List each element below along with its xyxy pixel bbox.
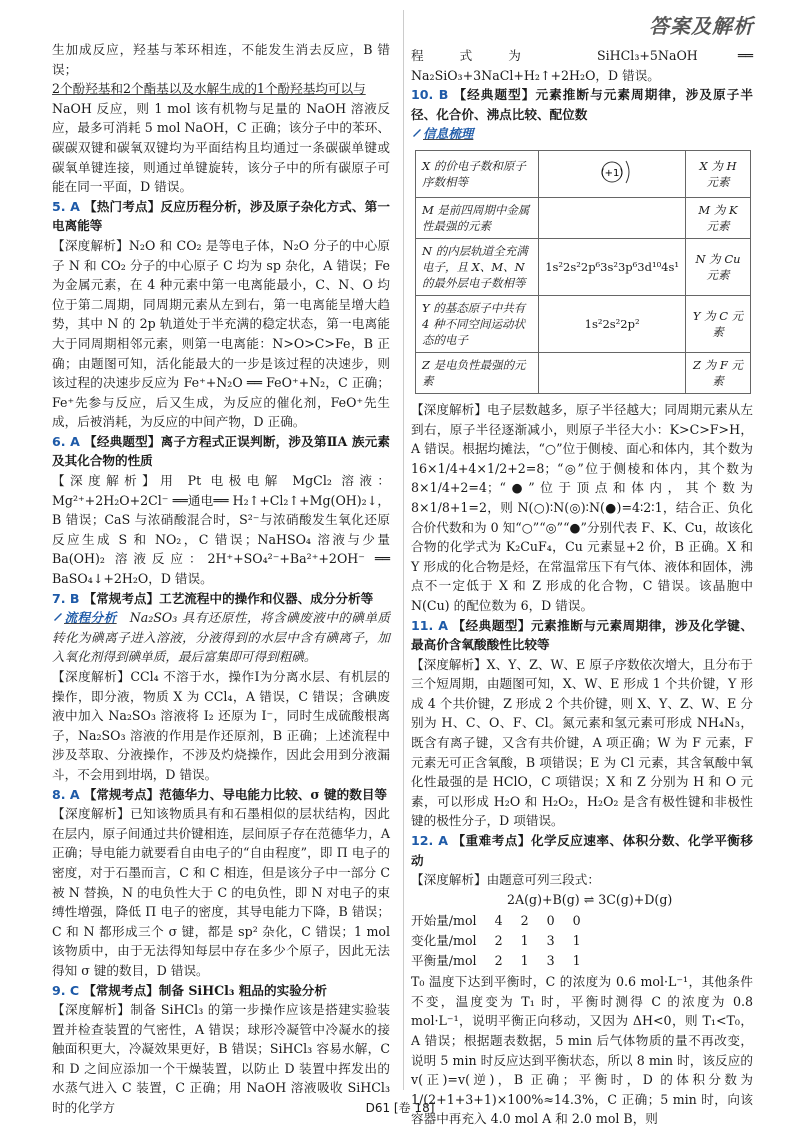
question-number: 5. A [52,198,80,214]
question-7 [52,589,390,609]
table-cell: Y 的基态原子中共有 4 种不同空间运动状态的电子 [416,295,539,352]
table-cell: M 是前四周期中金属性最强的元素 [416,197,539,238]
analysis-intro: 【深度解析】由题意可列三段式： [411,872,600,888]
table-cell: 0 [572,913,581,929]
question-tag: 【常规考点】制备 SiHCl₃ 粗品的实验分析 [83,982,327,998]
table-cell: 1 [520,933,529,948]
table-cell: Y 为 C 元素 [686,295,751,352]
table-row [416,150,751,197]
question-9 [52,981,390,1001]
table-cell [539,150,686,197]
question-number: 12. A [411,833,448,849]
table-cell: 2 [520,913,529,929]
question-number: 11. A [411,617,448,633]
atom-nucleus-label: (+1) [600,167,624,179]
equilibrium-equation: 2A(g)+B(g) ⇌ 3C(g)+D(g) [507,891,673,907]
table-cell: 1s²2s²2p² [539,295,686,352]
question-number: 6. A [52,433,80,449]
pen-icon [52,610,64,622]
table-row [416,352,751,393]
text-line: 生加成反应，羟基与苯环相连，不能发生消去反应，B 错误； [52,42,390,77]
question-tag: 【经典题型】元素推断与元素周期律，涉及原子半径、化合价、沸点比较、配位数 [411,87,753,122]
text-paragraph: NaOH 反应，则 1 mol 该有机物与足量的 NaOH 溶液反应，最多可消耗 5 mol NaOH，C 正确；该分子中的苯环、碳碳双键和碳氧双键均为平面结构且均通过一条碳碳单键或碳氧单键连接，则通过单键旋转，该分子中的所有碳原子可能在同一平面，D 错误。 [52,100,390,195]
table-row [411,951,599,971]
page-footer: D61 [卷 18] [365,1101,435,1115]
atom-diagram [582,155,642,189]
info-label: 信息梳理 [423,126,474,142]
table-row [416,197,751,238]
question-12 [411,831,753,870]
right-column [411,46,753,1129]
table-cell: M 为 K 元素 [686,197,751,238]
table-cell: 开始量/mol [411,913,477,929]
question-tag: 【热门考点】反应历程分析，涉及原子杂化方式、第一电离能等 [52,198,390,234]
table-cell: 2 [494,933,503,948]
table-cell: 平衡量/mol [411,952,477,968]
flow-analysis [52,608,390,667]
question-6 [52,432,390,471]
table-row [411,911,599,931]
table-cell: 1s²2s²2p⁶3s²3p⁶3d¹⁰4s¹ [539,238,686,295]
table-cell: 1 [572,952,581,968]
analysis-paragraph: T₀ 温度下达到平衡时，C 的浓度为 0.6 mol·L⁻¹，其他条件不变，温度变为 T₁ 时，平衡时测得 C 的浓度为 0.8 mol·L⁻¹，说明平衡正向移动，又因为 ΔH<0，则 T₁<T₀，A 错误；根据题表数据，5 min 后气体物质的量不再改变，说明 5 min 时反应达到平衡状态，所以 8 min 时，该反应的 v(正)=v(逆)，B 正确；平衡时，D 的体积分数为 1/(2+1+3+1)×100%≈14.3%，C 正确；5 min 时，向该容器中再充入 4.0 mol A 和 2.0 mol B，则 [411,974,753,1127]
question-10 [411,85,753,124]
analysis-paragraph: 【深度解析】CCl₄ 不溶于水，操作Ⅰ为分离水层、有机层的操作，即分液，物质 X 为 CCl₄，A 错误，C 错误；含碘废液中加入 Na₂SO₃ 溶液将 I₂ 还原为 I⁻，同时生成硫酸根离子，Na₂SO₃ 溶液的作用是作还原剂，B 正确；上述流程中涉及萃取、分液操作，不涉及灼烧操作，因此会用到分液漏斗，不会用到坩埚，D 错误。 [52,669,390,782]
table-cell: 1 [520,952,529,968]
table-cell: 3 [546,933,555,948]
question-8 [52,785,390,805]
analysis-paragraph: 【深度解析】制备 SiHCl₃ 的第一步操作应该是搭建实验装置并检查装置的气密性，A 错误；球形冷凝管中冷凝水的接触面积更大，冷凝效果更好，B 错误；SiHCl₃ 容易水解，C 和 D 之间应添加一个干燥装置，以防止 D 装置中挥发出的水蒸气进入 C 装置，C 正确；用 NaOH 溶液吸收 SiHCl₃ 时的化学方 [52,1002,390,1116]
analysis-paragraph: 【深度解析】已知该物质具有和石墨相似的层状结构，因此在层内，原子间通过共价键相连，层间原子存在范德华力，A 正确；导电能力就要看自由电子的“自由程度”，即 Π 电子的密度，对于石墨而言，C 和 C 相连，但是该分子中一部分 C 被 N 替换，N 的电负性大于 C 的电负性，即 N 对电子的束缚性增强，降低 Π 电子的密度，其导电能力下降，B 错误；C 和 N 都形成三个 σ 键，都是 sp² 杂化，C 错误；1 mol 该物质中，由于无法得知每层中存在多少个原子，因此无法得知 σ 键的数目，D 错误。 [52,806,390,978]
info-section [411,124,753,144]
analysis-paragraph: 【深度解析】X、Y、Z、W、E 原子序数依次增大，且分布于三个短周期，由题图可知，X、W、E 形成 1 个共价键，Y 形成 4 个共价键，Z 形成 2 个共价键，则 X、Y、Z、W、E 分别为 H、C、O、F、Cl。氮元素和氢元素可形成 NH₄N₃，既含有离子键，又含有共价键，A 项正确；W 为 F 元素，F 元素无可正含氧酸，B 项错误；E 为 Cl 元素，其含氧酸中氧化性最强的是 HClO，C 项错误；X 和 Z 分别为 H 和 O 元素，可以形成 H₂O 和 H₂O₂，H₂O₂ 是含有极性键和非极性键的极性分子，D 项错误。 [411,656,753,829]
table-cell: N 为 Cu 元素 [686,238,751,295]
table-cell: 变化量/mol [411,933,477,948]
question-number: 9. C [52,982,80,998]
flow-label: 流程分析 [64,610,117,626]
table-cell: Z 为 F 元素 [686,352,751,393]
ice-table [411,911,599,970]
pen-icon [411,126,423,138]
page-header: 答案及解析 [649,14,754,38]
table-row [416,295,751,352]
table-cell: X 的价电子数和原子序数相等 [416,150,539,197]
table-cell [539,352,686,393]
question-5 [52,197,390,236]
table-cell: 4 [494,913,503,929]
table-cell [539,197,686,238]
table-cell: 0 [546,913,555,929]
table-cell: 2 [494,952,503,968]
question-tag: 【经典题型】元素推断与元素周期律，涉及化学键、最高价含氧酸酸性比较等 [411,617,753,653]
question-tag: 【重难考点】化学反应速率、体积分数、化学平衡移动 [411,833,753,868]
text-paragraph: 程式为 SiHCl₃+5NaOH ══ Na₂SiO₃+3NaCl+H₂↑+2H₂O，D 错误。 [411,48,753,83]
table-row [411,931,599,951]
info-table [415,150,751,394]
table-cell: 3 [546,952,555,968]
flow-text: Na₂SO₃ 具有还原性，将含碘废液中的碘单质转化为碘离子进入溶液，分液得到的水层中含有碘离子，加入氧化剂得到碘单质，最后富集即可得到粗碘。 [52,610,390,665]
question-tag: 【常规考点】工艺流程中的操作和仪器、成分分析等 [83,590,374,606]
column-divider [403,10,404,1090]
question-11 [411,616,753,655]
table-cell: X 为 H 元素 [686,150,751,197]
text-line: 2个酚羟基和2个酯基以及水解生成的1个酚羟基均可以与 [52,81,366,97]
table-cell: 1 [572,933,581,948]
question-number: 7. B [52,590,80,606]
question-tag: 【常规考点】范德华力、导电能力比较、σ 键的数目等 [83,786,388,802]
table-cell: N 的内层轨道全充满电子，且 X、M、N 的最外层电子数相等 [416,238,539,295]
table-row [416,238,751,295]
analysis-paragraph: 【深度解析】N₂O 和 CO₂ 是等电子体，N₂O 分子的中心原子 N 和 CO₂ 分子的中心原子 C 均为 sp 杂化，A 错误；Fe 为金属元素，在 4 种元素中第一电离能最小，C、N、O 均位于第二周期，同周期元素从左到右，第一电离能呈增大趋势，其中 N 的 2p 轨道处于半充满的稳定状态，第一电离能大于同周期相邻元素，则第一电离能：N>O>C>Fe，B 正确；由题图可知，活化能最大的一步是该过程的决速步，则该过程的决速步反应为 Fe⁺+N₂O ══ FeO⁺+N₂，C 正确；Fe⁺先参与反应，后又生成，为反应的催化剂，FeO⁺先生成，后被消耗，为反应的中间产物，D 正确。 [52,237,390,430]
question-number: 10. B [411,87,449,103]
analysis-paragraph: 【深度解析】电子层数越多，原子半径越大；同周期元素从左到右，原子半径逐渐减小，则原子半径大小：K>C>F>H，A 错误。根据均摊法，“○”位于侧棱、面心和体内，其个数为 16×1/4+4×1/2+2=8；“◎”位于侧棱和体内，其个数为 8×1/4+2=4；“●”位于顶点和体内，其个数为 8×1/8+1=2，则 N(○)∶N(◎)∶N(●)=4∶2∶1，结合正、负化合价代数和为 0 知“○”“◎”“●”分别代表 F、K、Cu，故该化合物的化学式为 K₂CuF₄，Cu 元素显+2 价，B 正确。X 和 Y 形成的化合物是烃，在常温常压下有气体、液体和固体，沸点不一定低于 X 和 Z 形成的化合物，C 错误。该晶胞中 N(Cu) 的配位数为 6，D 错误。 [411,401,753,613]
question-number: 8. A [52,786,80,802]
left-column [52,40,390,1118]
table-cell: Z 是电负性最强的元素 [416,352,539,393]
question-tag: 【经典题型】离子方程式正误判断，涉及第ⅡA 族元素及其化合物的性质 [52,433,390,469]
analysis-paragraph: 【深度解析】用 Pt 电极电解 MgCl₂ 溶液：Mg²⁺+2H₂O+2Cl⁻ ══通电══ H₂↑+Cl₂↑+Mg(OH)₂↓，B 错误；CaS 与浓硝酸混合时，S²⁻与浓硝酸发生氧化还原反应生成 S 和 NO₂，C 错误；NaHSO₄ 溶液与少量 Ba(OH)₂ 溶液反应：2H⁺+SO₄²⁻+Ba²⁺+2OH⁻ ══ BaSO₄↓+2H₂O，D 错误。 [52,473,390,587]
